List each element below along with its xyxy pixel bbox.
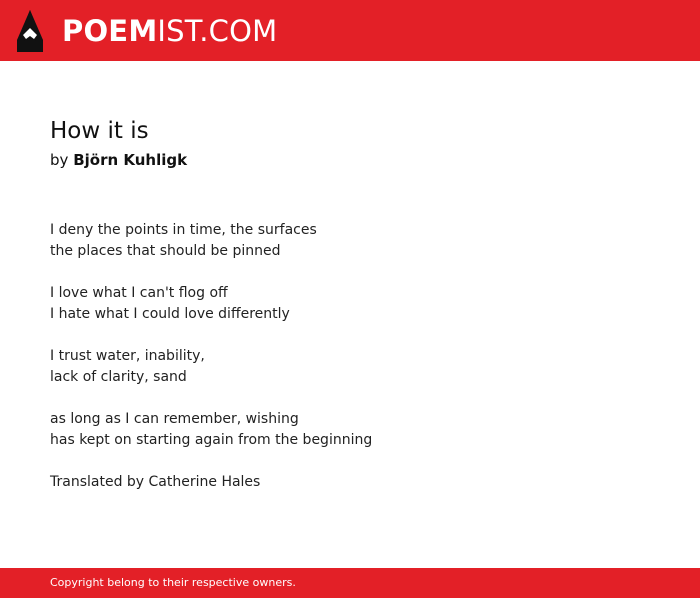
poem-line: the places that should be pinned	[50, 243, 281, 259]
stanza-4	[50, 409, 670, 451]
site-footer	[0, 568, 700, 598]
poem-byline	[50, 150, 670, 170]
logo-light-part: IST.COM	[157, 13, 278, 48]
poem-line: lack of clarity, sand	[50, 369, 187, 385]
author-link[interactable]: Björn Kuhligk	[73, 151, 188, 169]
site-logo-text	[62, 13, 278, 48]
stanza-1	[50, 220, 670, 262]
poem-line: I hate what I could love differently	[50, 306, 290, 322]
poem-line: I trust water, inability,	[50, 348, 205, 364]
copyright-text: Copyright belong to their respective owners.	[50, 576, 296, 589]
logo-bold-part: POEM	[62, 13, 158, 48]
stanza-3	[50, 346, 670, 388]
translator-note: Translated by Catherine Hales	[50, 474, 261, 490]
site-logo-link[interactable]	[16, 8, 277, 54]
poem-title: How it is	[50, 118, 149, 144]
poem-body	[50, 220, 670, 493]
stanza-2	[50, 283, 670, 325]
poem-line: I deny the points in time, the surfaces	[50, 222, 317, 238]
pencil-tip-icon	[16, 9, 44, 53]
site-header	[0, 0, 700, 61]
byline-prefix: by	[50, 151, 69, 169]
poem-line: has kept on starting again from the beginning	[50, 432, 373, 448]
poem-line: I love what I can't flog off	[50, 285, 228, 301]
poem-line: as long as I can remember, wishing	[50, 411, 299, 427]
poem-content	[50, 112, 670, 493]
